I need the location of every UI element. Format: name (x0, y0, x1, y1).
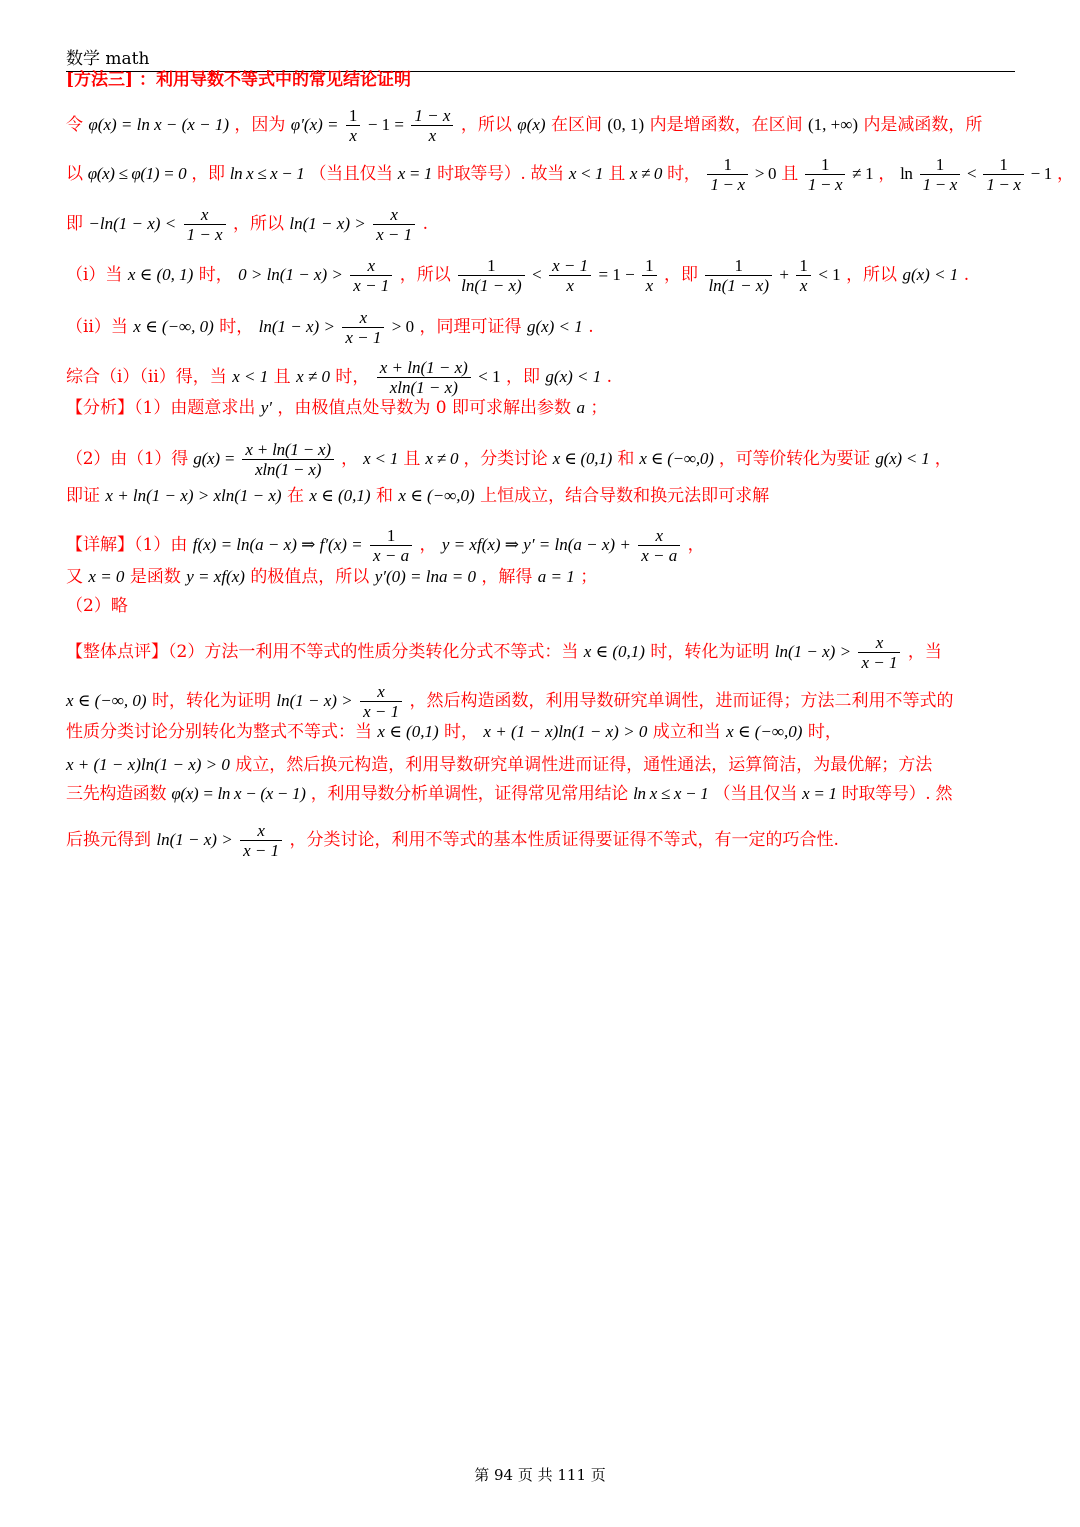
fraction: $\frac{1}{x - a}$ (370, 526, 412, 565)
text-line: （2）略 (66, 596, 128, 616)
text-line: 以 φ(x) ≤ φ(1) = 0 ，即 ln x ≤ x − 1 （当且仅当 x = 1 时取等号）. 故当 x < 1 且 x ≠ 0 时， $\frac{1}{1 - x}$ > 0 且 $\frac{1}{1 - x}$ ≠ 1 ， ln $\frac{1}{1 - x}$ < $\frac{1}{1 - x}$ − 1 ， (66, 155, 1074, 194)
text-line: （2）由（1）得 g(x) = $\frac{x + \ln(1 - x)}{xln(1 - x)}$ ， x < 1 且 x ≠ 0 ，分类讨论 x ∈ (0,1) 和 x ∈ (−∞,0) ，可等价转化为要证 g(x) < 1 ， (66, 440, 952, 479)
review-line: 【整体点评】（2）方法一利用不等式的性质分类转化分式不等式：当 x ∈ (0,1) 时，转化为证明 ln(1 − x) > $\frac{x}{x - 1}$ ，当 (66, 633, 942, 672)
fraction: $\frac{1}{x}$ (346, 106, 361, 145)
fraction: $\frac{1}{\ln(1 - x)}$ (458, 256, 525, 295)
text-line: x ∈ (−∞, 0) 时，转化为证明 ln(1 − x) > $\frac{x}{x - 1}$ ，然后构造函数，利用导数研究单调性，进而证得；方法二利用不等式的 (66, 682, 954, 721)
text-line: 即 −ln(1 − x) < $\frac{x}{1 - x}$ ，所以 ln(1 − x) > $\frac{x}{x - 1}$ . (66, 205, 428, 244)
fraction: $\frac{x + \ln(1 - x)}{xln(1 - x)}$ (377, 358, 471, 397)
fraction: $\frac{x + \ln(1 - x)}{xln(1 - x)}$ (242, 440, 333, 479)
page-footer: 第 94 页 共 111 页 (474, 1466, 606, 1484)
fraction: $\frac{1}{1 - x}$ (707, 155, 747, 194)
fraction: $\frac{1}{1 - x}$ (805, 155, 845, 194)
text-line: 性质分类讨论分别转化为整式不等式：当 x ∈ (0,1) 时， x + (1 − x)ln(1 − x) > 0 成立和当 x ∈ (−∞,0) 时， (66, 722, 842, 742)
fraction: $\frac{x}{x - 1}$ (373, 205, 415, 244)
fraction: $\frac{x}{x - 1}$ (342, 308, 384, 347)
fraction: $\frac{1 - x}{x}$ (411, 106, 453, 145)
text-line: 综合（ⅰ）（ⅱ）得，当 x < 1 且 x ≠ 0 时， $\frac{x + \ln(1 - x)}{xln(1 - x)}$ < 1 ，即 g(x) < 1 . (66, 358, 613, 397)
page-header: 数学 math (66, 44, 1015, 72)
fraction: $\frac{1}{1 - x}$ (983, 155, 1023, 194)
fraction: $\frac{1}{1 - x}$ (920, 155, 960, 194)
text-line: 又 x = 0 是函数 y = xf(x) 的极值点，所以 y′(0) = lna = 0 ，解得 a = 1 ； (66, 567, 598, 587)
fraction: $\frac{x}{x - 1}$ (240, 821, 282, 860)
fraction: $\frac{x}{x - 1}$ (350, 256, 392, 295)
fraction: $\frac{1}{x}$ (642, 256, 657, 295)
fraction: $\frac{x}{1 - x}$ (184, 205, 226, 244)
method-heading: [方法三] ：利用导数不等式中的常见结论证明 (66, 70, 412, 90)
fraction: $\frac{x}{x - 1}$ (858, 633, 900, 672)
text-line: 三先构造函数 φ(x) = ln x − (x − 1) ，利用导数分析单调性，证得常见常用结论 ln x ≤ x − 1 （当且仅当 x = 1 时取等号）. 然 (66, 784, 953, 804)
analysis-line: 【分析】（1）由题意求出 y′ ，由极值点处导数为 0 即可求解出参数 a ； (66, 398, 608, 418)
fraction: $\frac{x}{x - 1}$ (360, 682, 402, 721)
detail-line: 【详解】（1）由 f(x) = ln(a − x) ⇒ f′(x) = $\frac{1}{x - a}$ ， y = xf(x) ⇒ y′ = ln(a − x) + $\frac{x}{x - a}$ ， (66, 526, 705, 565)
fraction: $\frac{1}{x}$ (796, 256, 811, 295)
text-line: 即证 x + ln(1 − x) > xln(1 − x) 在 x ∈ (0,1) 和 x ∈ (−∞,0) 上恒成立，结合导数和换元法即可求解 (66, 486, 770, 506)
fraction: $\frac{1}{\ln(1 - x)}$ (705, 256, 772, 295)
text-line: （ⅱ）当 x ∈ (−∞, 0) 时， ln(1 − x) > $\frac{x}{x - 1}$ > 0 ，同理可证得 g(x) < 1 . (66, 308, 594, 347)
text-line: 后换元得到 ln(1 − x) > $\frac{x}{x - 1}$ ，分类讨论，利用不等式的基本性质证得要证得不等式，有一定的巧合性. (66, 821, 839, 860)
fraction: $\frac{x}{x - a}$ (638, 526, 680, 565)
text-line: （ⅰ）当 x ∈ (0, 1) 时， 0 > ln(1 − x) > $\frac{x}{x - 1}$ ，所以 $\frac{1}{\ln(1 - x)}$ < $\frac{x - 1}{x}$ = 1 − $\frac{1}{x}$ ，即 $\frac{1}{\ln(1 - x)}$ + $\frac{1}{x}$ < 1 ，所以 g(x) < 1 . (66, 256, 970, 295)
fraction: $\frac{x - 1}{x}$ (549, 256, 591, 295)
text-line: x + (1 − x)ln(1 − x) > 0 成立，然后换元构造，利用导数研究单调性进而证得，通性通法，运算简洁，为最优解；方法 (66, 755, 933, 775)
text-line: 令 φ(x) = ln x − (x − 1) ，因为 φ′(x) = $\frac{1}{x}$ − 1 = $\frac{1 - x}{x}$ ，所以 φ(x) 在区间 (0, 1) 内是增函数，在区间 (1, +∞) 内是减函数，所 (66, 106, 983, 145)
